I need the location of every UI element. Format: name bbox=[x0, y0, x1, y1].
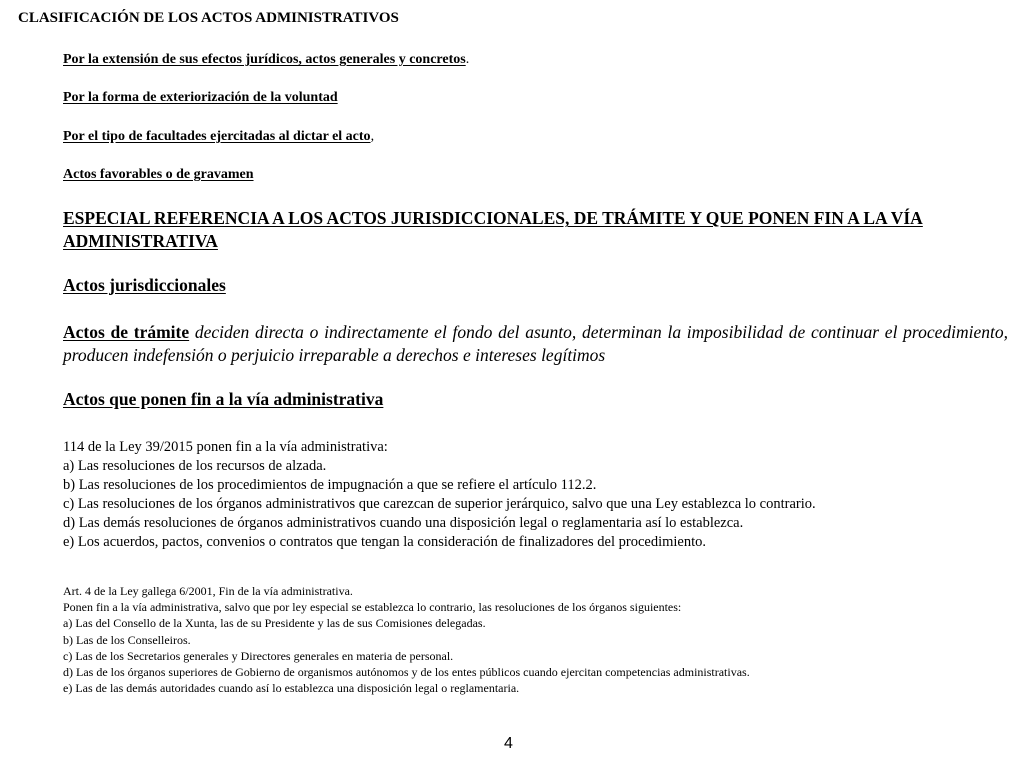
art114-item-b: b) Las resoluciones de los procedimientos de impugnación a que se refiere el artículo 112.2. bbox=[63, 477, 597, 493]
section-facultades-trail: , bbox=[370, 129, 375, 144]
tramite-paragraph bbox=[63, 321, 1008, 367]
art114-item-a: a) Las resoluciones de los recursos de alzada. bbox=[63, 458, 327, 474]
art4-item-d: d) Las de los órganos superiores de Gobierno de organismos autónomos y de los entes públicos cuando ejercitan competencias administrativas. bbox=[63, 665, 750, 680]
especial-heading-block bbox=[63, 207, 1008, 253]
art4-item-b: b) Las de los Conselleiros. bbox=[63, 632, 191, 647]
fin-via-heading: Actos que ponen fin a la vía administrativa bbox=[63, 389, 384, 409]
document-title: CLASIFICACIÓN DE LOS ACTOS ADMINISTRATIVOS bbox=[18, 10, 399, 26]
art4-title: Art. 4 de la Ley gallega 6/2001, Fin de la vía administrativa. bbox=[63, 584, 353, 598]
tramite-description: deciden directa o indirectamente el fondo del asunto, determinan la imposibilidad de continuar el procedimiento, producen indefensión o perjuicio irreparable a derechos e intereses legítimos bbox=[63, 322, 1008, 365]
art4-intro: Ponen fin a la vía administrativa, salvo que por ley especial se establezca lo contrario, las resoluciones de los órganos siguientes: bbox=[63, 600, 682, 615]
jurisdiccionales-heading: Actos jurisdiccionales bbox=[63, 275, 226, 295]
section-exteriorizacion bbox=[63, 88, 1008, 106]
section-facultades bbox=[63, 127, 1008, 145]
art114-item-d: d) Las demás resoluciones de órganos administrativos cuando una disposición legal o reglamentaria así lo establezca. bbox=[63, 515, 744, 531]
section-extension-label: Por la extensión de sus efectos jurídicos, actos generales y concretos bbox=[63, 52, 466, 67]
art114-item-c: c) Las resoluciones de los órganos administrativos que carezcan de superior jerárquico, salvo que una Ley establezca lo contrario. bbox=[63, 496, 816, 512]
art114-block bbox=[63, 438, 1008, 552]
section-favorables-label: Actos favorables o de gravamen bbox=[63, 167, 254, 182]
art114-item-e: e) Los acuerdos, pactos, convenios o contratos que tengan la consideración de finalizadores del procedimiento. bbox=[63, 534, 707, 550]
especial-heading: ESPECIAL REFERENCIA A LOS ACTOS JURISDICCIONALES, DE TRÁMITE Y QUE PONEN FIN A LA VÍA ADMINISTRATIVA bbox=[63, 208, 923, 251]
art4-block bbox=[63, 583, 1008, 696]
section-exteriorizacion-label: Por la forma de exteriorización de la voluntad bbox=[63, 90, 338, 105]
section-extension-trail: . bbox=[465, 52, 470, 67]
fin-via-block bbox=[63, 389, 1008, 410]
section-facultades-label: Por el tipo de facultades ejercitadas al dictar el acto bbox=[63, 129, 371, 144]
art114-intro: 114 de la Ley 39/2015 ponen fin a la vía administrativa: bbox=[63, 439, 388, 455]
art4-item-e: e) Las de las demás autoridades cuando así lo establezca una disposición legal o reglamentaria. bbox=[63, 681, 520, 696]
art4-item-c: c) Las de los Secretarios generales y Directores generales en materia de personal. bbox=[63, 648, 454, 663]
page-number: 4 bbox=[504, 735, 513, 752]
tramite-label: Actos de trámite bbox=[63, 322, 190, 342]
section-extension bbox=[63, 50, 1008, 68]
art4-item-a: a) Las del Consello de la Xunta, las de su Presidente y las de sus Comisiones delegadas. bbox=[63, 616, 486, 631]
section-favorables bbox=[63, 165, 1008, 183]
jurisdiccionales-block bbox=[63, 275, 1008, 296]
